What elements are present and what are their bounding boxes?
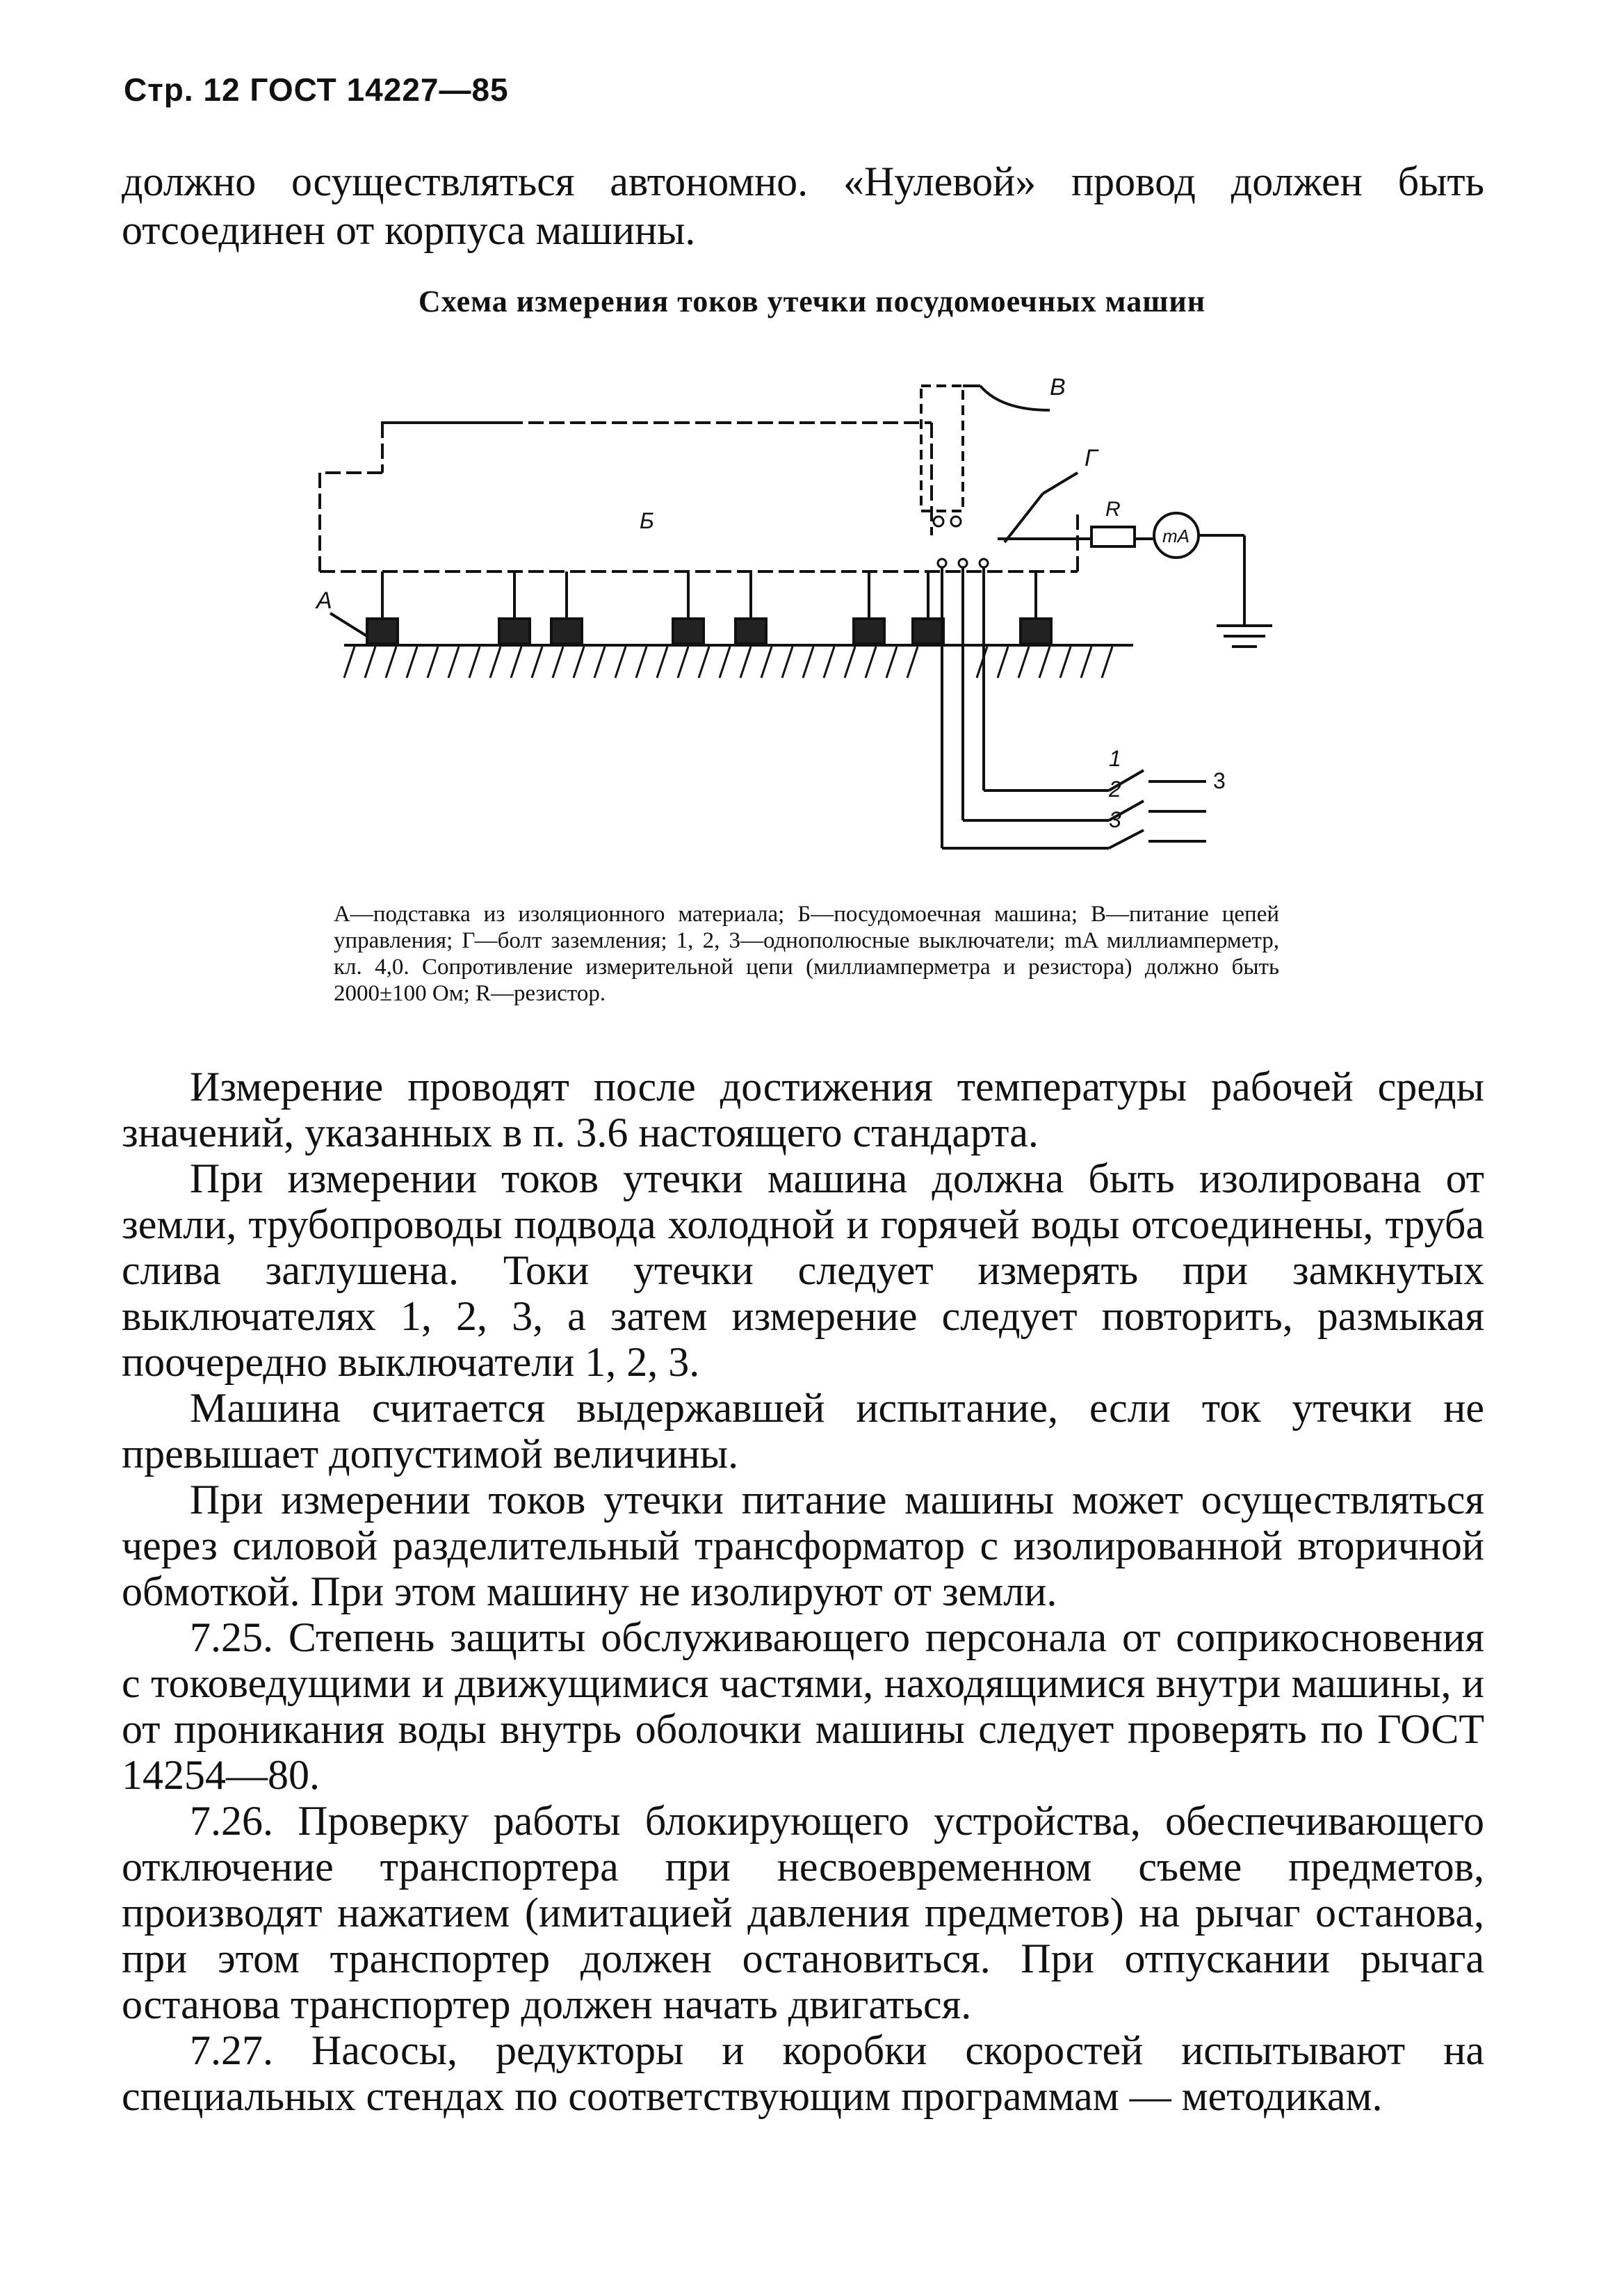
terminals (934, 517, 988, 567)
label-g: Г (1085, 445, 1098, 471)
floor (344, 645, 1133, 678)
figure-title: Схема измерения токов утечки посудомоечных машин (418, 284, 1206, 318)
paragraph-7-26: 7.26. Проверку работы блокирующего устройства, обеспечивающего отключение транспортера при несвоевременном съеме предметов, производят нажатием (имитацией давления предметов) на рычаг останова, при этом транспортер должен остановиться. При отпускании рычага останова транспортер должен начать двигаться. (122, 1798, 1484, 2027)
label-v: В (1050, 374, 1066, 400)
label-switch-1: 1 (1109, 746, 1121, 771)
paragraph: При измерении токов утечки машина должна быть изолирована от земли, трубопроводы подвода холодной и горячей воды отсоединены, труба слива заглушена. Токи утечки следует измерять при замкнутых выключателях 1, 2, 3, а затем измерение следует повторить, размыкая поочередно выключатели 1, 2, 3. (122, 1155, 1484, 1385)
paragraph: Машина считается выдержавшей испытание, если ток утечки не превышает допустимой величины. (122, 1385, 1484, 1477)
standard-number: ГОСТ 14227—85 (250, 72, 509, 108)
label-ma: mA (1162, 526, 1189, 546)
label-b: Б (640, 508, 654, 533)
label-line-3: 3 (1213, 768, 1226, 793)
label-r: R (1105, 498, 1121, 521)
lead-paragraph (122, 157, 1484, 254)
page-header (124, 71, 509, 108)
page-number: Стр. 12 (124, 72, 241, 108)
insulating-stands (367, 571, 1051, 644)
figure-caption (334, 901, 1279, 1007)
switch-1 (1109, 770, 1206, 790)
control-supply (921, 386, 963, 511)
body-text (122, 1064, 1484, 2119)
switch-2 (1109, 801, 1206, 820)
leakage-current-diagram (278, 362, 1321, 876)
paragraph: Измерение проводят после достижения температуры рабочей среды значений, указанных в п. 3.6 настоящего стандарта. (122, 1064, 1484, 1155)
ground-icon (1217, 626, 1272, 647)
switch-3 (1109, 830, 1206, 848)
paragraph-7-27: 7.27. Насосы, редукторы и коробки скоростей испытывают на специальных стендах по соответствующим программам — методикам. (122, 2027, 1484, 2119)
label-a: А (316, 587, 332, 614)
lead-text: должно осуществляться автономно. «Нулевой» провод должен быть отсоединен от корпуса машины. (122, 159, 1484, 253)
paragraph-7-25: 7.25. Степень защиты обслуживающего персонала от соприкосновения с токоведущими и движущимися частями, находящимися внутри машины, и от проникания воды внутрь оболочки машины следует проверять по ГОСТ 14254—80. (122, 1614, 1484, 1798)
resistor (1091, 527, 1135, 546)
label-switch-3: 3 (1109, 807, 1121, 832)
power-wires (942, 567, 1109, 848)
label-switch-2: 2 (1109, 777, 1121, 802)
paragraph: При измерении токов утечки питание машины может осуществляться через силовой разделительный трансформатор с изолированной вторичной обмоткой. При этом машину не изолируют от земли. (122, 1477, 1484, 1614)
caption-text: А—подставка из изоляционного материала; Б—посудомоечная машина; В—питание цепей управления; Г—болт заземления; 1, 2, 3—однополюсные выключатели; mA миллиамперметр, кл. 4,0. Сопротивление измерительной цепи (миллиамперметра и резистора) должно быть 2000±100 Ом; R—резистор. (334, 902, 1279, 1006)
